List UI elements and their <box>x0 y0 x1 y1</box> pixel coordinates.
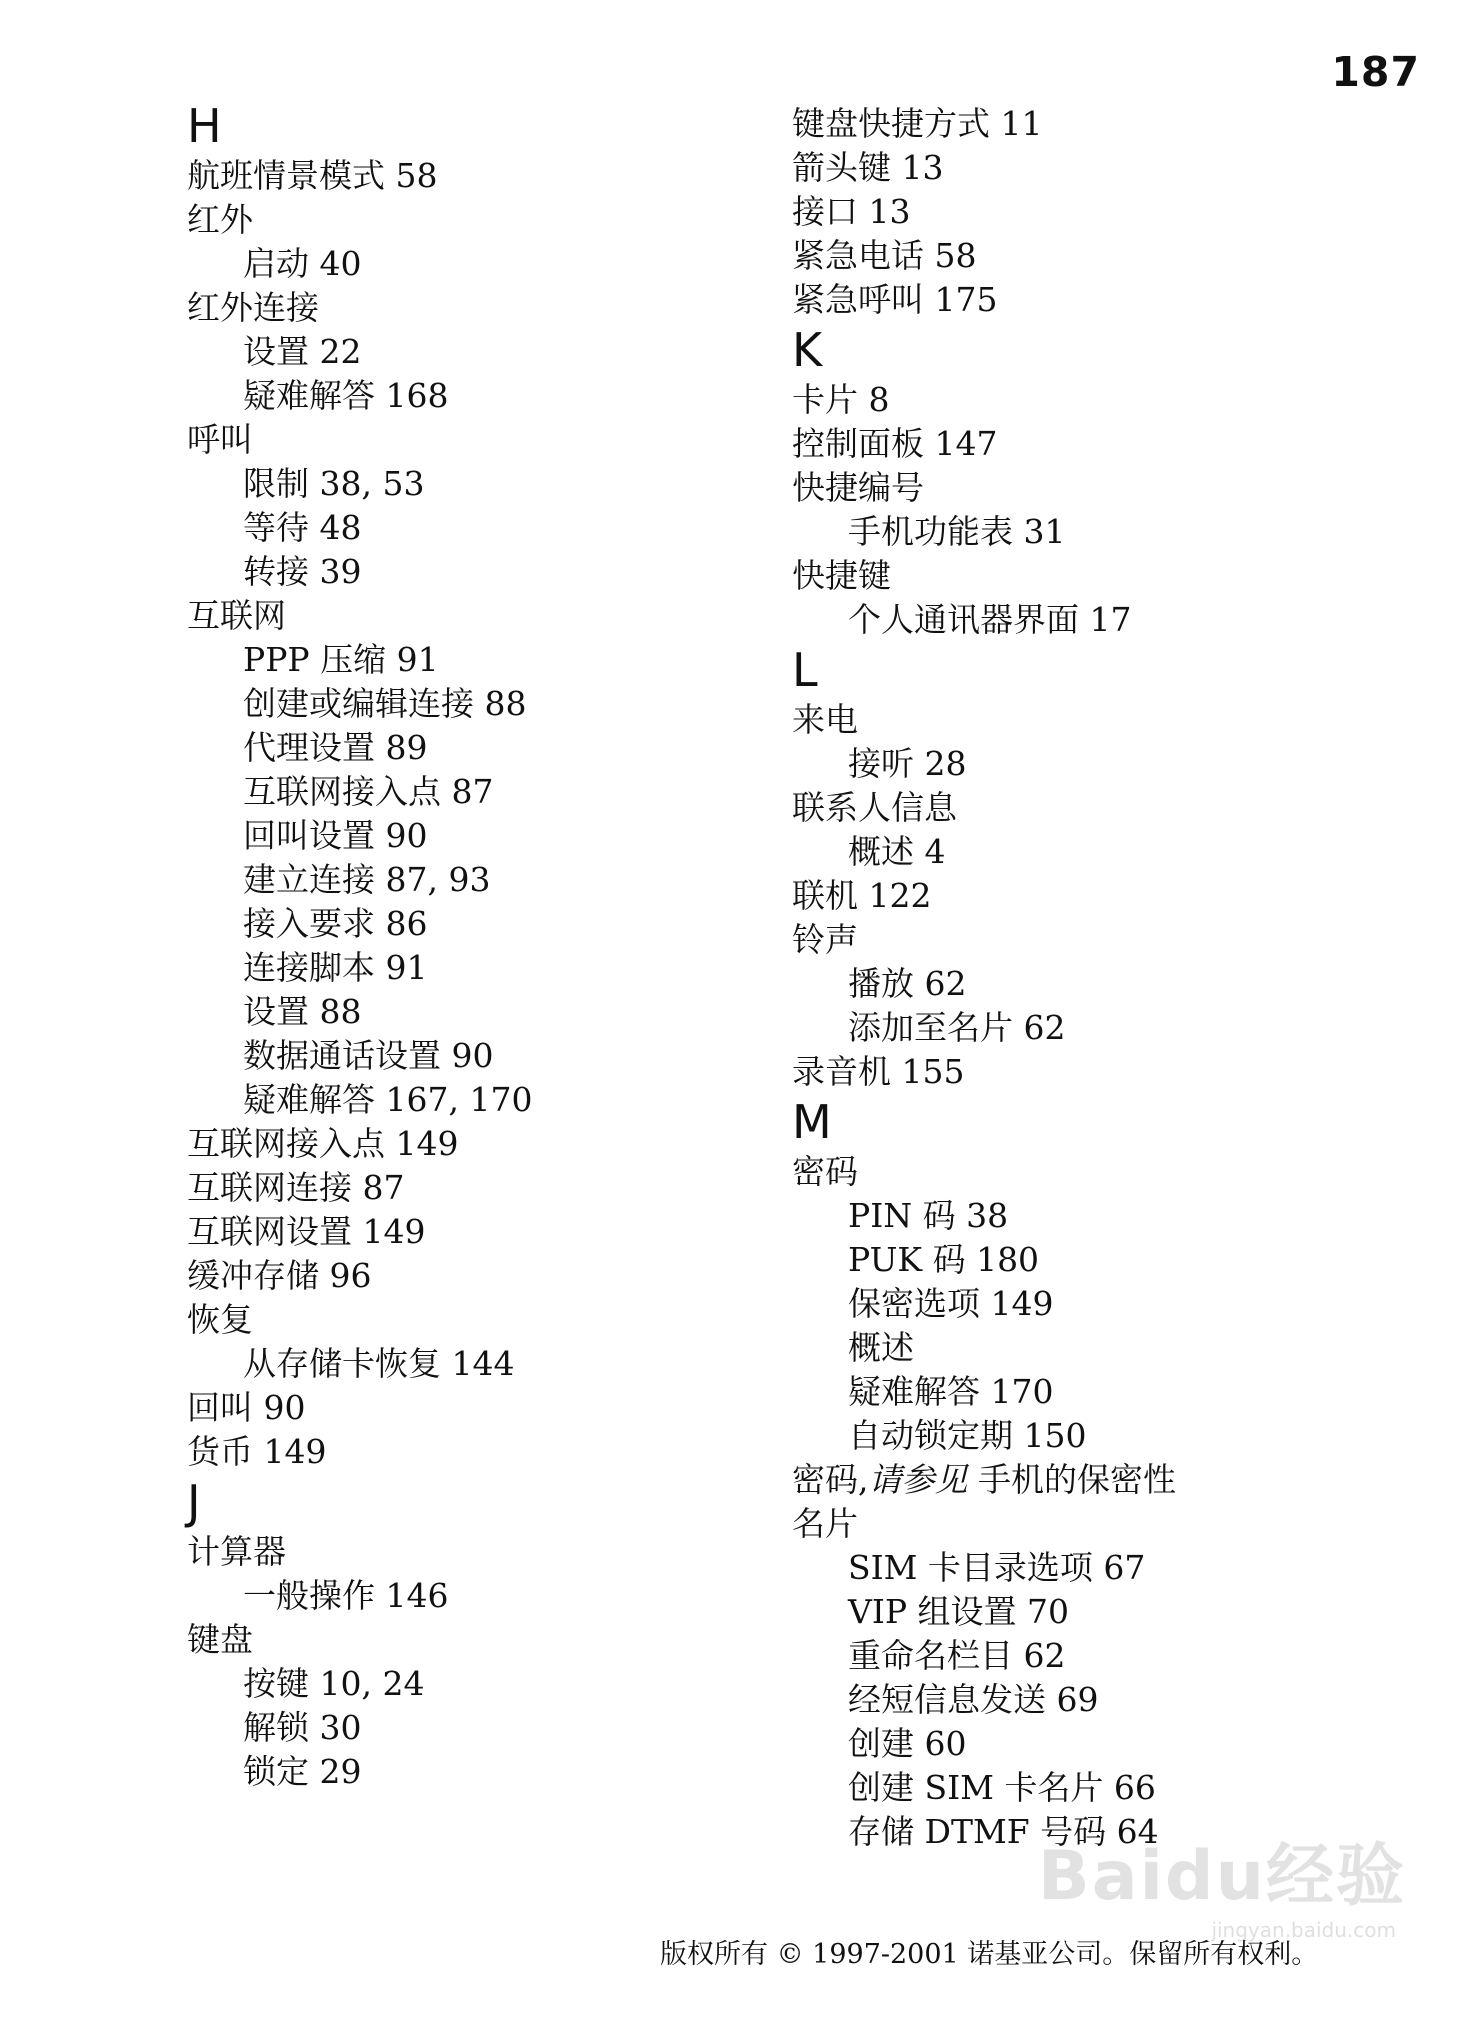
index-column-left <box>187 98 807 1794</box>
index-letter-heading: K <box>792 323 823 377</box>
index-subentry: 代理设置 89 <box>243 728 428 767</box>
index-letter-heading: L <box>792 643 818 697</box>
index-entry: 铃声 <box>792 920 858 959</box>
index-entry: 货币 149 <box>187 1432 327 1471</box>
page-number: 187 <box>1331 48 1420 96</box>
index-subentry: PUK 码 180 <box>848 1240 1040 1279</box>
index-subentry: 接入要求 86 <box>243 904 428 943</box>
index-entry: 互联网接入点 149 <box>187 1124 459 1163</box>
index-subentry: PIN 码 38 <box>848 1196 1009 1235</box>
index-subentry: 建立连接 87, 93 <box>243 860 491 899</box>
index-subentry: 疑难解答 168 <box>243 376 449 415</box>
index-subentry: 疑难解答 167, 170 <box>243 1080 533 1119</box>
index-subentry: SIM 卡目录选项 67 <box>848 1548 1146 1587</box>
index-entry: 来电 <box>792 700 858 739</box>
index-entry: 键盘快捷方式 11 <box>792 104 1043 143</box>
index-subentry: VIP 组设置 70 <box>848 1592 1070 1631</box>
index-entry: 缓冲存储 96 <box>187 1256 372 1295</box>
index-entry: 联机 122 <box>792 876 932 915</box>
index-subentry: 创建 SIM 卡名片 66 <box>848 1768 1156 1807</box>
index-subentry: 一般操作 146 <box>243 1576 449 1615</box>
index-entry: 联系人信息 <box>792 788 957 827</box>
index-entry <box>792 1458 1412 1502</box>
index-subentry: 疑难解答 170 <box>848 1372 1054 1411</box>
index-subentry: 保密选项 149 <box>848 1284 1054 1323</box>
index-entry: 控制面板 147 <box>792 424 998 463</box>
index-subentry: 手机功能表 31 <box>848 512 1066 551</box>
copyright-footer: 版权所有 © 1997-2001 诺基亚公司。保留所有权利。 <box>660 1939 1319 1970</box>
index-column-right <box>792 102 1412 1854</box>
index-subentry: 等待 48 <box>243 508 362 547</box>
index-subentry: 重命名栏目 62 <box>848 1636 1066 1675</box>
index-subentry: 解锁 30 <box>243 1708 362 1747</box>
index-subentry: 自动锁定期 150 <box>848 1416 1087 1455</box>
index-entry: 计算器 <box>187 1532 286 1571</box>
index-entry: 恢复 <box>187 1300 253 1339</box>
index-subentry: 存储 DTMF 号码 64 <box>848 1812 1159 1851</box>
index-letter-heading: H <box>187 99 222 153</box>
index-entry: 接口 13 <box>792 192 911 231</box>
index-entry: 航班情景模式 58 <box>187 156 438 195</box>
see-reference: 请参见 <box>868 1460 968 1499</box>
index-entry: 名片 <box>792 1504 858 1543</box>
index-entry: 箭头键 13 <box>792 148 944 187</box>
watermark-logo: Baidu经验 <box>1037 1837 1406 1916</box>
index-subentry: 创建或编辑连接 88 <box>243 684 527 723</box>
index-subentry: 转接 39 <box>243 552 362 591</box>
index-entry: 红外连接 <box>187 288 319 327</box>
index-subentry: 概述 <box>848 1328 914 1367</box>
index-letter-heading: J <box>187 1475 201 1529</box>
index-subentry: 连接脚本 91 <box>243 948 428 987</box>
index-subentry: 数据通话设置 90 <box>243 1036 494 1075</box>
index-subentry: 播放 62 <box>848 964 967 1003</box>
index-entry: 快捷键 <box>792 556 891 595</box>
index-entry: 回叫 90 <box>187 1388 306 1427</box>
index-entry: 互联网 <box>187 596 286 635</box>
index-entry: 卡片 8 <box>792 380 890 419</box>
index-subentry: 设置 88 <box>243 992 362 1031</box>
index-subentry: 互联网接入点 87 <box>243 772 494 811</box>
index-subentry: 经短信息发送 69 <box>848 1680 1099 1719</box>
reference-target: 手机的保密性 <box>967 1460 1176 1499</box>
index-subentry: 设置 22 <box>243 332 362 371</box>
index-entry: 录音机 155 <box>792 1052 965 1091</box>
index-entry: 紧急电话 58 <box>792 236 977 275</box>
index-entry: 快捷编号 <box>792 468 924 507</box>
index-subentry: 启动 40 <box>243 244 362 283</box>
index-subentry: PPP 压缩 91 <box>243 640 439 679</box>
index-subentry: 锁定 29 <box>243 1752 362 1791</box>
index-subentry: 个人通讯器界面 17 <box>848 600 1132 639</box>
watermark-url: jingyan.baidu.com <box>1211 1918 1396 1942</box>
index-subentry: 回叫设置 90 <box>243 816 428 855</box>
index-subentry: 限制 38, 53 <box>243 464 425 503</box>
index-entry: 紧急呼叫 175 <box>792 280 998 319</box>
index-entry: 互联网连接 87 <box>187 1168 405 1207</box>
index-subentry: 创建 60 <box>848 1724 967 1763</box>
index-subentry: 添加至名片 62 <box>848 1008 1066 1047</box>
index-entry-text: 密码, <box>792 1460 869 1499</box>
index-subentry: 接听 28 <box>848 744 967 783</box>
index-entry: 键盘 <box>187 1620 253 1659</box>
index-subentry: 从存储卡恢复 144 <box>243 1344 515 1383</box>
index-entry: 红外 <box>187 200 253 239</box>
index-subentry: 按键 10, 24 <box>243 1664 425 1703</box>
index-entry: 呼叫 <box>187 420 253 459</box>
index-letter-heading: M <box>792 1095 832 1149</box>
index-entry: 密码 <box>792 1152 858 1191</box>
index-entry: 互联网设置 149 <box>187 1212 426 1251</box>
index-subentry: 概述 4 <box>848 832 946 871</box>
